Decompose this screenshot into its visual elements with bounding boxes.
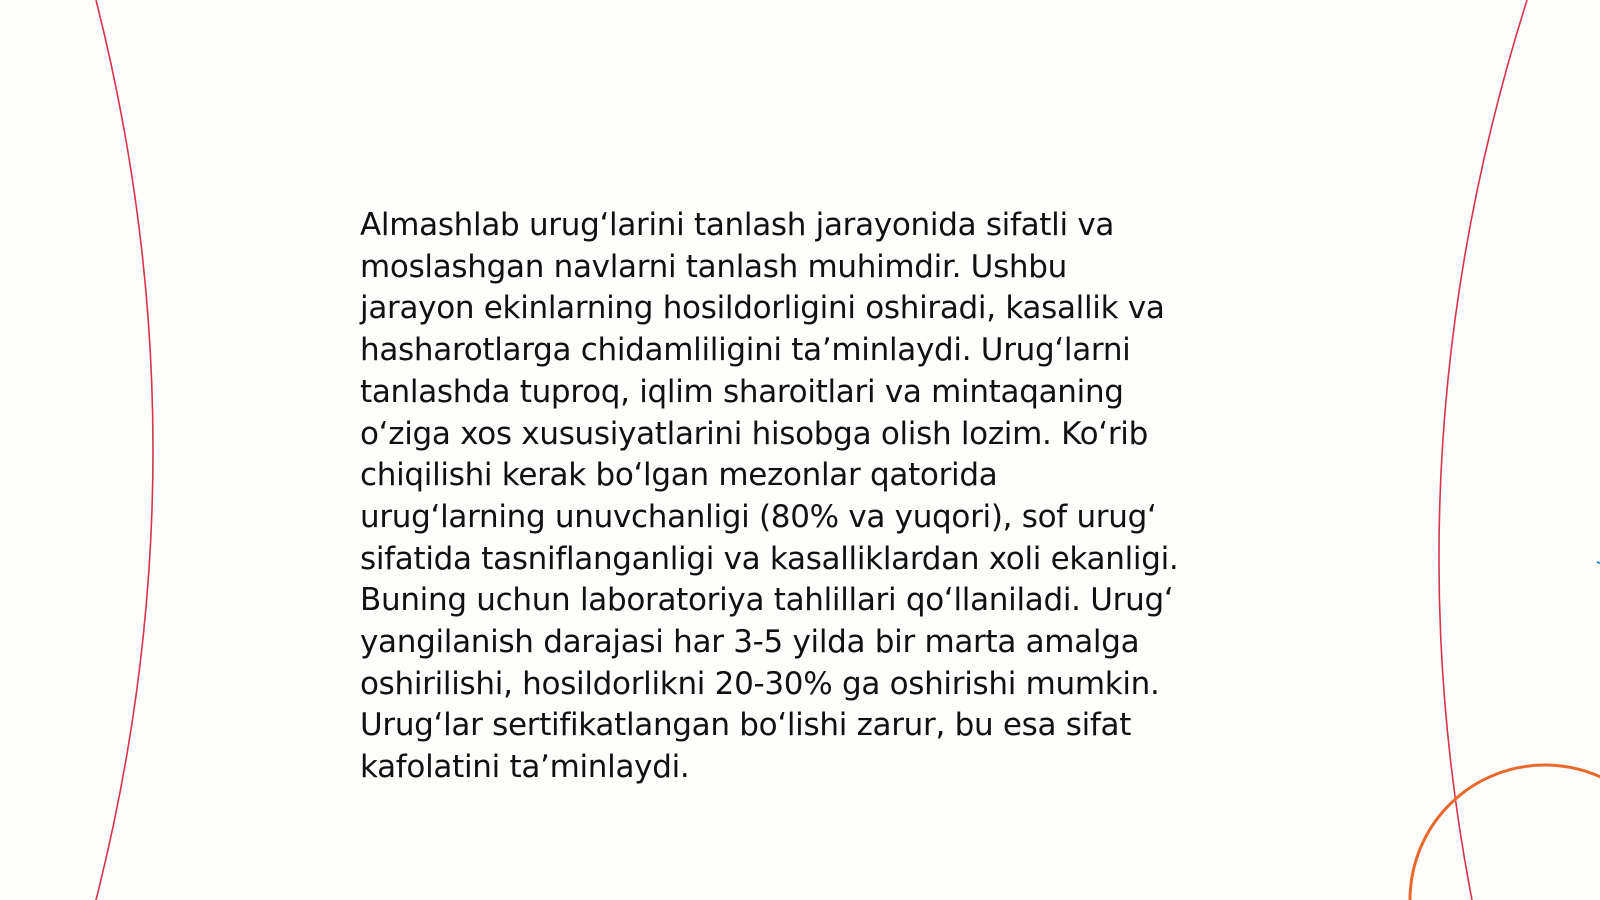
right-curve-decoration xyxy=(1439,0,1527,900)
paragraph-line: yangilanish darajasi har 3-5 yilda bir marta amalga xyxy=(360,624,1140,661)
body-paragraph xyxy=(360,205,1240,789)
paragraph-line: hasharotlarga chidamliligini taʼminlaydi. Urugʻlarni xyxy=(360,332,1131,369)
paragraph-line: moslashgan navlarni tanlash muhimdir. Ushbu xyxy=(360,248,1067,285)
paragraph-line: oshirilishi, hosildorlikni 20-30% ga oshirishi mumkin. xyxy=(360,665,1160,702)
paragraph-line: Urugʻlar sertifikatlangan boʻlishi zarur, bu esa sifat xyxy=(360,707,1132,744)
paragraph-line: Almashlab urugʻlarini tanlash jarayonida sifatli va xyxy=(360,207,1115,243)
paragraph-line: kafolatini taʼminlaydi. xyxy=(360,749,690,786)
left-curve-decoration xyxy=(96,0,153,900)
paragraph-line: Buning uchun laboratoriya tahlillari qoʻllaniladi. Urugʻ xyxy=(360,582,1174,619)
paragraph-line: urugʻlarning unuvchanligi (80% va yuqori), sof urugʻ xyxy=(360,498,1157,535)
paragraph-line: jarayon ekinlarning hosildorligini oshiradi, kasallik va xyxy=(360,290,1165,327)
paragraph-line: oʻziga xos xususiyatlarini hisobga olish lozim. Koʻrib xyxy=(360,415,1148,452)
paragraph-line: tanlashda tuproq, iqlim sharoitlari va mintaqaning xyxy=(360,373,1124,410)
paragraph-line: sifatida tasniflanganligi va kasalliklardan xoli ekanligi. xyxy=(360,540,1179,577)
orange-circle-decoration xyxy=(1410,765,1600,900)
paragraph-line: chiqilishi kerak boʻlgan mezonlar qatorida xyxy=(360,457,998,494)
